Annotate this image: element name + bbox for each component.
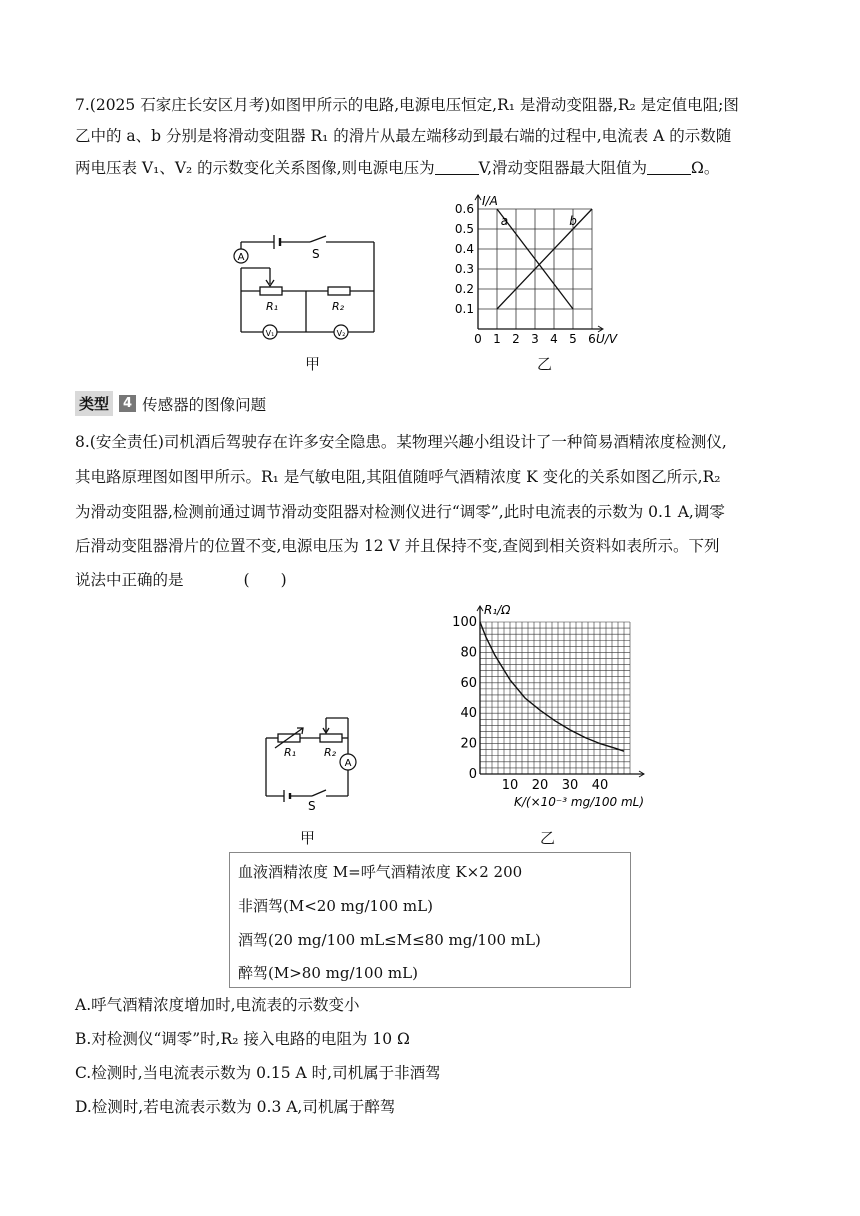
q8-line-1: 8.(安全责任)司机酒后驾驶存在许多安全隐患。某物理兴趣小组设计了一种简易酒精浓度检测仪, (75, 433, 727, 451)
q8-option-b: B.对检测仪“调零”时,R₂ 接入电路的电阻为 10 Ω (75, 1030, 410, 1048)
y-tick-label: 0.1 (454, 302, 474, 316)
q7-r1-label: R₁ (266, 300, 279, 313)
x-axis-label: U/V (596, 332, 618, 345)
q7-fig-yi-caption: 乙 (537, 355, 553, 373)
x-tick-label: 5 (569, 332, 577, 345)
q7-fig-jia-caption: 甲 (305, 355, 321, 373)
q8-table-row-3: 酒驾(20 mg/100 mL≤M≤80 mg/100 mL) (238, 931, 541, 949)
section-title: 传感器的图像问题 (142, 395, 267, 414)
q7-line-3-c: Ω。 (691, 159, 720, 177)
q7-line-3-b: V,滑动变阻器最大阻值为 (478, 159, 648, 177)
y-tick-label: 0.6 (454, 202, 474, 216)
q7-v2-label: V₂ (336, 329, 346, 338)
y-tick-label: 40 (460, 706, 477, 722)
q8-table-row-1: 血液酒精浓度 M=呼气酒精浓度 K×2 200 (238, 863, 523, 881)
q8-stem-end: 说法中正确的是 (75, 571, 184, 589)
x-tick-label: 0 (474, 332, 482, 345)
x-tick-label: 3 (531, 332, 539, 345)
y-tick-label: 20 (460, 736, 477, 752)
q7-iu-chart (448, 193, 638, 345)
x-tick-label: 40 (591, 778, 609, 793)
q7-line-1: 7.(2025 石家庄长安区月考)如图甲所示的电路,电源电压恒定,R₁ 是滑动变阻器,R₂ 是定值电阻;图 (75, 96, 739, 114)
q7-blank-voltage (435, 160, 479, 175)
q8-answer-bracket: ( ) (243, 571, 287, 589)
y-tick-label: 0.2 (454, 282, 474, 296)
q7-circuit-diagram (228, 228, 380, 348)
q7-r2-label: R₂ (332, 300, 345, 313)
q8-option-d: D.检测时,若电流表示数为 0.3 A,司机属于醉驾 (75, 1098, 396, 1116)
y-axis-label: I/A (482, 194, 498, 208)
q8-resistance-chart (448, 598, 680, 812)
series-line-b (497, 209, 592, 309)
q8-switch-label: S (308, 799, 316, 812)
y-tick-label: 60 (460, 675, 477, 691)
q7-line-2: 乙中的 a、b 分别是将滑动变阻器 R₁ 的滑片从最左端移动到最右端的过程中,电流表 A 的示数随 (75, 127, 732, 145)
q8-option-a: A.呼气酒精浓度增加时,电流表的示数变小 (75, 996, 360, 1014)
q8-fig-yi-caption: 乙 (540, 829, 556, 847)
q8-line-3: 为滑动变阻器,检测前通过调节滑动变阻器对检测仪进行“调零”,此时电流表的示数为 0.1 A,调零 (75, 503, 725, 521)
q8-circuit-diagram (262, 712, 358, 812)
x-tick-label: 1 (493, 332, 501, 345)
q8-fig-jia-caption: 甲 (300, 829, 316, 847)
q7-line-3-a: 两电压表 V₁、V₂ 的示数变化关系图像,则电源电压为 (75, 159, 435, 177)
x-tick-label: 10 (501, 778, 519, 793)
series-label-b: b (569, 214, 577, 228)
y-axis-label: R₁/Ω (484, 603, 511, 617)
y-tick-label: 0 (468, 767, 477, 782)
y-tick-label: 0.3 (454, 262, 474, 276)
y-tick-label: 100 (452, 615, 477, 630)
q7-ammeter-label: A (237, 252, 245, 263)
series-label-a: a (500, 214, 509, 228)
q7-blank-resistance (647, 160, 691, 175)
y-tick-label: 80 (460, 645, 477, 661)
section-tag: 类型 (75, 391, 113, 416)
q8-data-table (229, 852, 631, 988)
q8-line-2: 其电路原理图如图甲所示。R₁ 是气敏电阻,其阻值随呼气酒精浓度 K 变化的关系如图乙所示,R₂ (75, 468, 721, 486)
q8-line-5 (75, 569, 287, 591)
q8-ammeter-label: A (344, 758, 352, 769)
y-tick-label: 0.4 (454, 242, 474, 256)
q7-switch-label: S (312, 247, 320, 261)
q7-v1-label: V₁ (265, 329, 275, 338)
x-tick-label: 6 (588, 332, 596, 345)
x-tick-label: 4 (550, 332, 558, 345)
x-tick-label: 20 (531, 778, 549, 793)
q8-option-c: C.检测时,当电流表示数为 0.15 A 时,司机属于非酒驾 (75, 1064, 441, 1082)
x-tick-label: 2 (512, 332, 520, 345)
q8-line-4: 后滑动变阻器滑片的位置不变,电源电压为 12 V 并且保持不变,查阅到相关资料如表所示。下列 (75, 537, 720, 555)
q8-r1-label: R₁ (284, 746, 297, 759)
x-tick-label: 30 (561, 778, 579, 793)
q8-r2-label: R₂ (324, 746, 337, 759)
q8-table-row-4: 醉驾(M>80 mg/100 mL) (238, 964, 418, 982)
q7-line-3 (75, 157, 719, 179)
x-axis-label: K/(×10⁻³ mg/100 mL) (514, 795, 645, 809)
section-number: 4 (119, 395, 136, 412)
y-tick-label: 0.5 (454, 222, 474, 236)
q8-table-row-2: 非酒驾(M<20 mg/100 mL) (238, 897, 433, 915)
section-header (75, 391, 266, 416)
